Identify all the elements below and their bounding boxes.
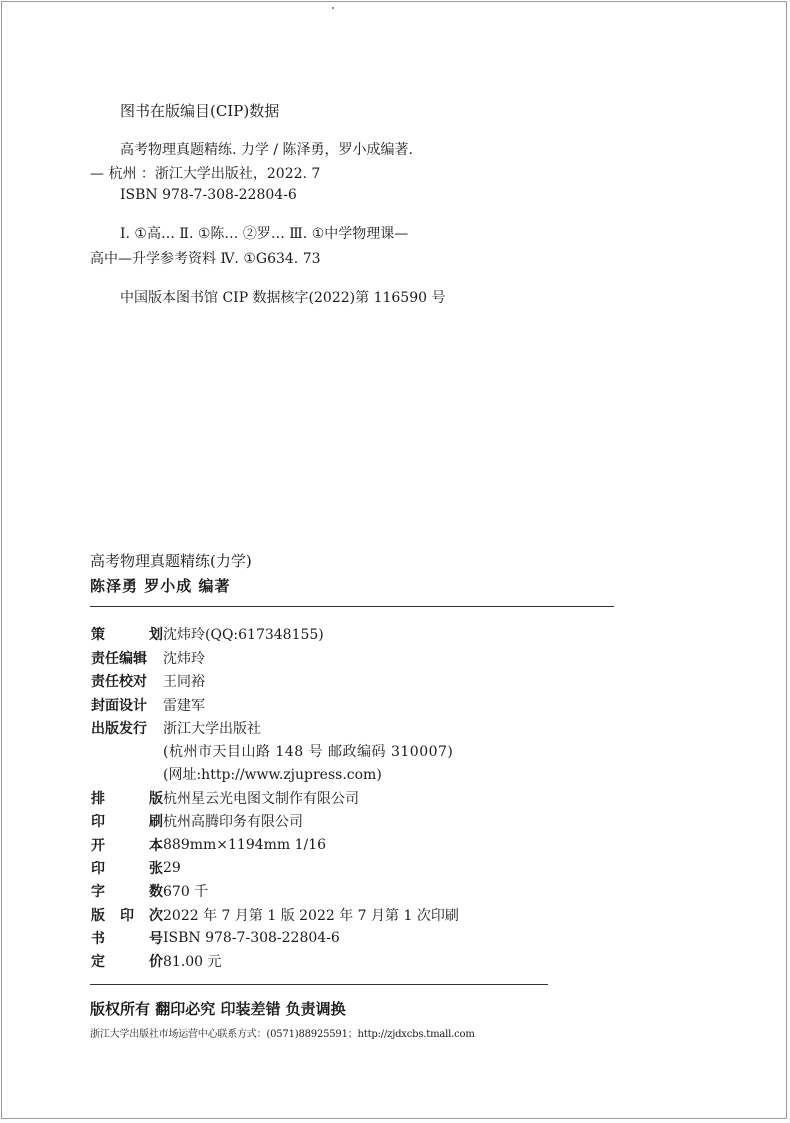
detail-value: 杭州星云光电图文制作有限公司	[163, 791, 359, 807]
detail-row-edition	[91, 904, 459, 926]
detail-row-typesetting	[91, 787, 359, 809]
detail-label: 责任校对	[91, 674, 147, 690]
detail-value: 沈炜玲(QQ:617348155)	[163, 627, 324, 643]
detail-row-price	[91, 950, 222, 972]
contact-info: 浙江大学出版社市场运营中心联系方式：(0571)88925591；http://zjdxcbs.tmall.com	[90, 1029, 475, 1040]
detail-label: 出版发行	[91, 721, 147, 737]
detail-row-printing	[91, 810, 303, 832]
detail-row-sheets	[91, 857, 181, 879]
detail-label: 封面设计	[91, 698, 147, 714]
detail-label: 印 刷	[91, 814, 163, 830]
detail-value: 浙江大学出版社	[163, 721, 261, 737]
cip-classification-line-2: 高中—升学参考资料 Ⅳ. ①G634. 73	[90, 251, 321, 267]
detail-row-publisher	[91, 717, 261, 739]
detail-value: 670 千	[163, 884, 209, 900]
cip-title-line: 高考物理真题精练. 力学 / 陈泽勇，罗小成编著.	[120, 142, 413, 158]
detail-label: 开 本	[91, 838, 163, 854]
book-title: 高考物理真题精练(力学)	[90, 552, 252, 570]
divider-top	[90, 606, 614, 607]
cip-heading: 图书在版编目(CIP)数据	[120, 102, 280, 120]
detail-value: 81.00 元	[163, 954, 222, 970]
detail-row-planner	[91, 623, 324, 645]
scan-speck	[332, 7, 334, 9]
detail-label: 排 版	[91, 791, 163, 807]
detail-value: 王同裕	[163, 674, 205, 690]
detail-row-format	[91, 834, 326, 856]
detail-row-proofreader	[91, 670, 205, 692]
rights-notice: 版权所有 翻印必究 印装差错 负责调换	[90, 1000, 346, 1018]
detail-value: (杭州市天目山路 148 号 邮政编码 310007)	[163, 744, 454, 760]
detail-row-cover-design	[91, 694, 205, 716]
detail-label: 责任编辑	[91, 651, 147, 667]
cip-publisher-line: — 杭州 ：浙江大学出版社，2022. 7	[90, 166, 321, 182]
detail-row-editor	[91, 647, 205, 669]
detail-label: 定 价	[91, 954, 163, 970]
detail-value: 29	[163, 860, 181, 876]
copyright-page	[1, 1, 787, 1119]
cip-isbn-line: ISBN 978-7-308-22804-6	[120, 187, 297, 203]
detail-value: ISBN 978-7-308-22804-6	[163, 930, 340, 946]
detail-label: 策 划	[91, 627, 163, 643]
detail-value: (网址:http://www.zjupress.com)	[163, 767, 382, 783]
book-authors: 陈泽勇 罗小成 编著	[90, 577, 231, 595]
detail-label: 字 数	[91, 884, 163, 900]
detail-value: 889mm×1194mm 1/16	[163, 837, 327, 853]
detail-label: 版 印 次	[91, 908, 163, 924]
detail-value: 2022 年 7 月第 1 版 2022 年 7 月第 1 次印刷	[163, 908, 459, 924]
detail-row-word-count	[91, 880, 208, 902]
detail-value: 沈炜玲	[163, 651, 205, 667]
divider-bottom	[90, 984, 548, 985]
detail-label: 印 张	[91, 861, 163, 877]
detail-row-address	[91, 740, 453, 762]
detail-value: 杭州高腾印务有限公司	[163, 814, 303, 830]
detail-row-website	[91, 763, 382, 785]
detail-value: 雷建军	[163, 698, 205, 714]
cip-classification-line: Ⅰ. ①高… Ⅱ. ①陈… ②罗… Ⅲ. ①中学物理课—	[120, 226, 409, 242]
cip-record-number: 中国版本图书馆 CIP 数据核字(2022)第 116590 号	[120, 290, 446, 306]
detail-row-isbn	[91, 927, 340, 949]
detail-label: 书 号	[91, 931, 163, 947]
